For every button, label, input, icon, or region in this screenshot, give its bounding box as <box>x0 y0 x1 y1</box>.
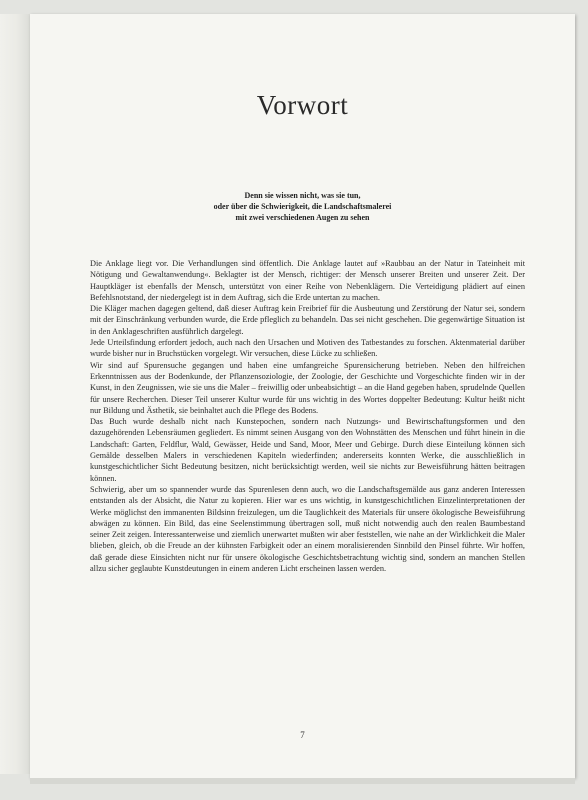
page-title: Vorwort <box>256 90 349 120</box>
epigraph-line: oder über die Schwierigkeit, die Landschaftsmalerei <box>213 202 392 211</box>
page-number: 7 <box>300 730 305 740</box>
epigraph <box>90 190 515 223</box>
paragraph: Das Buch wurde deshalb nicht nach Kunstepochen, sondern nach Nutzungs- und Bewirtschaftungsformen und den dazugehörenden Lebensräumen gegliedert. Es nimmt seinen Ausgang von den Wohnstätten des Menschen und führt hinein in die Landschaft: Garten, Feldflur, Wald, Gewässer, Heide und Sand, Moor, Meer und Gebirge. Durch diese Einteilung können sich Gemälde desselben Malers in verschiedenen Kapiteln wiederfinden; andererseits konnten Werke, die ausschließlich in kunstgeschichtlicher Sicht Bedeutung besitzen, nicht berücksichtigt werden, weil sie nichts zur Beweisführung hätten beitragen können. <box>90 417 525 483</box>
page-bottom-edge <box>30 778 575 784</box>
paragraph: Jede Urteilsfindung erfordert jedoch, auch nach den Ursachen und Motiven des Tatbestandes zu forschen. Aktenmaterial darüber wurde bisher nur in Bruchstücken vorgelegt. Wir versuchen, diese Lücke zu schließen. <box>90 338 525 359</box>
book-page <box>30 14 575 778</box>
paragraph: Die Anklage liegt vor. Die Verhandlungen sind öffentlich. Die Anklage lautet auf »Raubbau an der Natur in Tateinheit mit Nötigung und Gewaltanwendung«. Beklagter ist der Mensch, richtiger: der Mensch unserer Breiten und unserer Zeit. Der Hauptkläger ist ebenfalls der Mensch, unterstützt von einer Reihe von Nebenklägern. Die Verteidigung plädiert auf einen Befehlsnotstand, der niedergelegt ist in dem Auftrag, sich die Erde untertan zu machen. <box>90 259 525 302</box>
epigraph-line: Denn sie wissen nicht, was sie tun, <box>244 191 361 200</box>
book-left-edge <box>0 14 31 774</box>
paragraph: Die Kläger machen dagegen geltend, daß dieser Auftrag kein Freibrief für die Ausbeutung und Zerstörung der Natur sei, sondern mit der Einschränkung verbunden wurde, die Erde pfleglich zu behandeln. Das sei nicht geschehen. Die gegenwärtige Situation ist in den Anklageschriften ausführlich dargelegt. <box>90 304 525 336</box>
epigraph-line: mit zwei verschiedenen Augen zu sehen <box>235 213 370 222</box>
body-text <box>90 258 525 574</box>
paragraph: Wir sind auf Spurensuche gegangen und haben eine umfangreiche Spurensicherung betrieben. Neben den hilfreichen Erkenntnissen aus der Bodenkunde, der Pflanzensoziologie, der Zoologie, der Geschichte und Vorgeschichte finden wir in der Kunst, in den Zeugnissen, wie sie uns die Maler – freiwillig oder unbeabsichtigt – an die Hand gegeben haben, sprudelnde Quellen für unsere Recherchen. Dieser Teil unserer Kultur wurde für uns wichtig in des Wortes doppelter Bedeutung: Kultur heißt nicht nur Bildung und Ästhetik, sie beinhaltet auch die Pflege des Bodens. <box>90 360 525 415</box>
paragraph: Schwierig, aber um so spannender wurde das Spurenlesen denn auch, wo die Landschaftsgemälde aus ganz anderen Interessen entstanden als der Absicht, die Natur zu kopieren. Hier war es uns wichtig, in kunstgeschichtlichen Einzelinterpretationen der Werke möglichst den immanenten Bildsinn freizulegen, um die Tauglichkeit des Materials für unsere ökologische Beweisführung abwägen zu können. Ein Bild, das eine Seelenstimmung übertragen soll, muß nicht notwendig auch den realen Baumbestand seiner Zeit zeigen. Interessanterweise und ziemlich unerwartet mußten wir aber feststellen, wie nahe an der Wirklichkeit die Maler blieben, gleich, ob die Freude an der kühnsten Farbigkeit oder an einem moralisierenden Sinnbild den Pinsel führte. Wir hoffen, daß gerade diese Einsichten nicht nur für unsere ökologische Geschichtsbetrachtung wichtig sind, sondern an manchen Stellen allzu sicher geglaubte Kunstdeutungen in einem anderen Licht erscheinen lassen werden. <box>90 484 525 574</box>
